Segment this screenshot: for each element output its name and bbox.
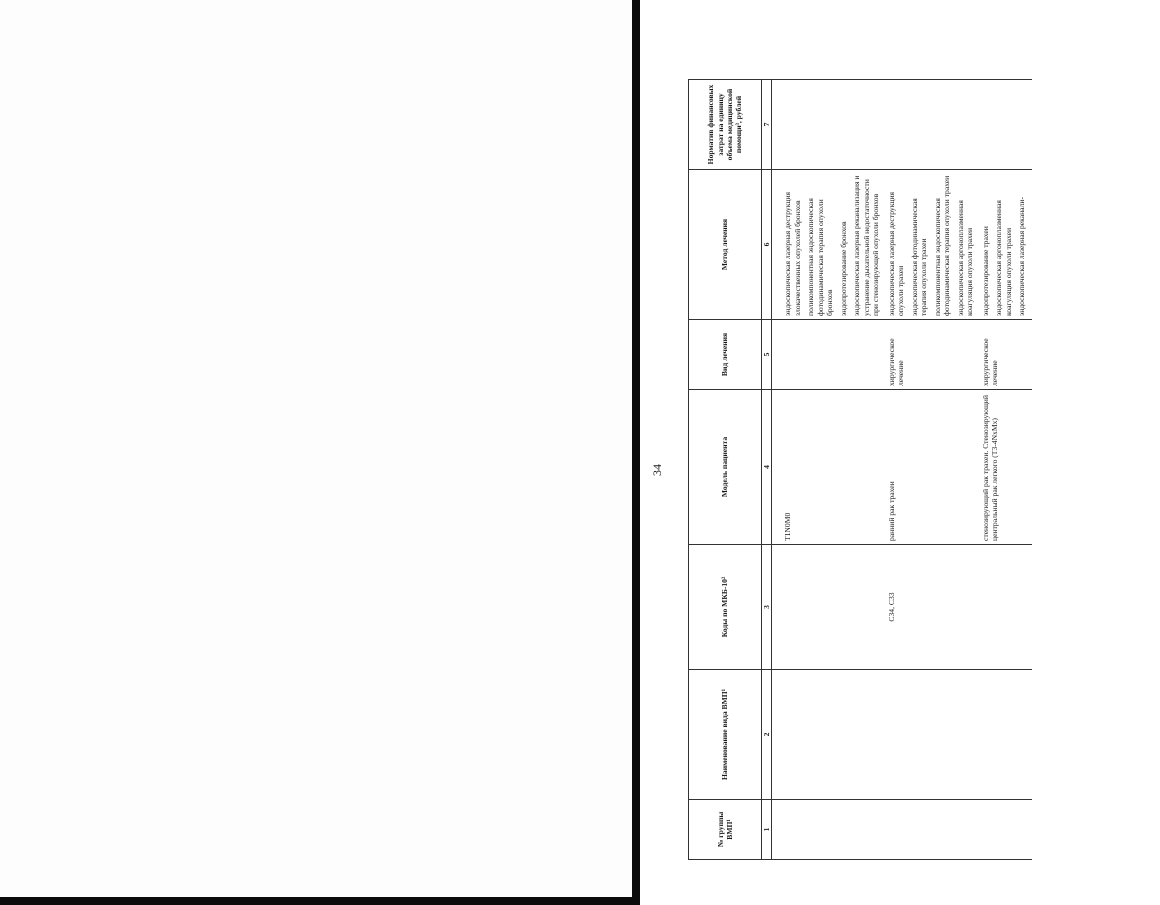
treatment-method-cell [782, 170, 885, 320]
method-item: эндоскопическая фотодинамическая терапия опухоли трахеи [909, 198, 929, 316]
method-item: эндоскопическая лазерная деструкция опухоли трахеи [886, 191, 906, 316]
col-number: 5 [762, 320, 772, 390]
table-row [980, 80, 1032, 860]
col-number: 6 [762, 170, 772, 320]
col-number: 1 [762, 800, 772, 860]
method-item: эндоскопическая лазерная деструкция злокачественных опухолей бронхов [783, 191, 802, 316]
col-number: 3 [762, 545, 772, 670]
header-group-number: № группы ВМП¹ [689, 800, 762, 860]
method-item: поликомпонентная эндоскопическая фотодинамическая терапия опухоли трахеи [932, 175, 952, 316]
method-item: эндопротезирование бронхов [838, 221, 848, 316]
scan-edge-right [632, 0, 640, 905]
rotated-document [600, 80, 1160, 860]
icd-codes-cell [980, 545, 1032, 670]
method-item: эндоскопическая аргоноплазменная коагуляция опухоли трахеи [994, 200, 1013, 316]
treatment-type-cell [782, 320, 885, 390]
method-item: поликомпонентная эндоскопическая фотодинамическая терапия опухоли бронхов [806, 198, 835, 316]
col-number: 4 [762, 390, 772, 545]
header-treatment-method: Метод лечения [689, 170, 762, 320]
patient-model-cell: ранний рак трахеи [886, 390, 980, 545]
header-treatment-type: Вид лечения [689, 320, 762, 390]
header-row [689, 80, 762, 860]
patient-model-cell: стенозирующий рак трахеи. Стенозирующий центральный рак легкого (T3-4NxMx) [980, 390, 1032, 545]
col-number: 2 [762, 670, 772, 800]
method-item: эндопротезирование трахеи [980, 226, 990, 316]
col-number: 7 [762, 80, 772, 170]
header-patient-model: Модель пациента [689, 390, 762, 545]
vmp-table [688, 79, 1032, 860]
treatment-method-cell [980, 170, 1032, 320]
column-number-row [762, 80, 772, 860]
method-item: эндоскопическая лазерная реканали- [1017, 196, 1027, 316]
table-row [886, 80, 980, 860]
method-item: эндоскопическая аргоноплазменная коагуляция опухоли трахеи [955, 200, 975, 316]
table-row [782, 80, 885, 860]
method-item: эндоскопическая лазерная реканализация и устранение дыхательной недостаточности при стенозирующей опухоли бронхов [852, 175, 881, 316]
treatment-type-cell: хирургическое лечение [886, 320, 980, 390]
patient-model-cell: T1N0M0 [782, 390, 885, 545]
treatment-type-cell: хирургическое лечение [980, 320, 1032, 390]
icd-codes-cell [782, 545, 885, 670]
treatment-method-cell [886, 170, 980, 320]
header-icd-codes: Коды по МКБ-10² [689, 545, 762, 670]
header-cost-norm: Норматив финансовых затрат на единицу объема медицинской помощи³, рублей [689, 80, 762, 170]
icd-codes-cell: C34, C33 [886, 545, 980, 670]
scan-edge-bottom [0, 897, 640, 905]
page-number: 34 [650, 464, 664, 476]
header-vmp-name: Наименование вида ВМП¹ [689, 670, 762, 800]
